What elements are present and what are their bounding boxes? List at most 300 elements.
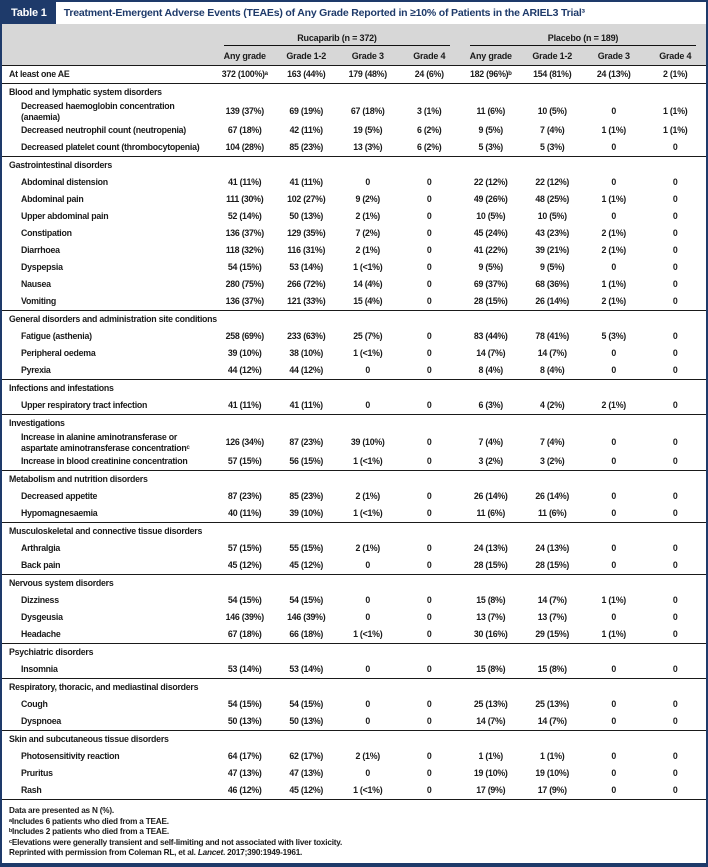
value-cell: 1 (<1%)	[353, 348, 383, 359]
row-label: Dizziness	[21, 595, 59, 606]
value-cell: 0	[426, 456, 432, 467]
column-header-rucaparib-grade-3: Grade 3	[351, 50, 384, 61]
value-cell: 4 (2%)	[540, 400, 565, 411]
value-cell: 67 (18%)	[227, 125, 262, 136]
value-cell: 56 (15%)	[289, 456, 324, 467]
table-row	[2, 453, 706, 470]
table-row	[2, 66, 706, 83]
column-group-placebo: Placebo (n = 189)	[470, 26, 696, 46]
table-row	[2, 661, 706, 678]
row-label: Abdominal pain	[21, 194, 84, 205]
value-cell: 0	[672, 560, 678, 571]
value-cell: 1 (1%)	[663, 106, 688, 117]
value-cell: 2 (1%)	[355, 245, 380, 256]
value-cell: 0	[426, 348, 432, 359]
column-header-rucaparib-any-grade: Any grade	[223, 50, 266, 61]
table-section	[2, 731, 706, 800]
column-group-rucaparib: Rucaparib (n = 372)	[224, 26, 450, 46]
value-cell: 0	[611, 491, 617, 502]
value-cell: 11 (6%)	[476, 508, 506, 519]
section-header-label: Respiratory, thoracic, and mediastinal disorders	[9, 682, 199, 693]
value-cell: 6 (2%)	[417, 142, 442, 153]
value-cell: 0	[672, 595, 678, 606]
value-cell: 116 (31%)	[287, 245, 326, 256]
value-cell: 0	[672, 699, 678, 710]
value-cell: 55 (15%)	[289, 543, 324, 554]
value-cell: 68 (36%)	[535, 279, 570, 290]
value-cell: 102 (27%)	[287, 194, 326, 205]
value-cell: 154 (81%)	[533, 69, 572, 80]
value-cell: 47 (13%)	[227, 768, 262, 779]
column-subheader-row	[2, 46, 706, 65]
value-cell: 85 (23%)	[289, 142, 324, 153]
value-cell: 15 (8%)	[476, 664, 506, 675]
page-title: Treatment-Emergent Adverse Events (TEAEs) of Any Grade Reported in ≥10% of Patients in the ARIEL3 Trial³	[63, 7, 585, 19]
column-header	[2, 24, 706, 66]
value-cell: 24 (13%)	[535, 543, 570, 554]
footnote: Data are presented as N (%).	[9, 806, 114, 816]
value-cell: 0	[426, 508, 432, 519]
section-header-label: Nervous system disorders	[9, 578, 114, 589]
value-cell: 44 (12%)	[227, 365, 262, 376]
value-cell: 66 (18%)	[289, 629, 324, 640]
value-cell: 0	[611, 768, 617, 779]
value-cell: 0	[365, 365, 371, 376]
section-header-row	[2, 731, 706, 748]
row-label: Photosensitivity reaction	[21, 751, 120, 762]
value-cell: 0	[426, 716, 432, 727]
value-cell: 1 (1%)	[601, 125, 626, 136]
value-cell: 41 (11%)	[289, 400, 323, 411]
column-header-rucaparib-grade-1-2: Grade 1-2	[286, 50, 327, 61]
value-cell: 0	[365, 664, 371, 675]
table-row	[2, 208, 706, 225]
value-cell: 39 (10%)	[227, 348, 262, 359]
value-cell: 136 (37%)	[225, 296, 264, 307]
value-cell: 50 (13%)	[289, 716, 324, 727]
value-cell: 28 (15%)	[473, 560, 508, 571]
table-body	[2, 66, 706, 803]
value-cell: 28 (15%)	[473, 296, 508, 307]
value-cell: 1 (<1%)	[353, 629, 383, 640]
value-cell: 25 (7%)	[353, 331, 383, 342]
table-section	[2, 84, 706, 157]
value-cell: 10 (5%)	[537, 106, 567, 117]
value-cell: 0	[672, 245, 678, 256]
value-cell: 48 (25%)	[535, 194, 570, 205]
value-cell: 29 (15%)	[535, 629, 570, 640]
row-label: Headache	[21, 629, 61, 640]
row-label: Pruritus	[21, 768, 53, 779]
section-header-label: Musculoskeletal and connective tissue disorders	[9, 526, 203, 537]
footnotes	[2, 803, 706, 863]
section-header-label: Metabolism and nutrition disorders	[9, 474, 148, 485]
value-cell: 0	[672, 296, 678, 307]
value-cell: 0	[426, 699, 432, 710]
row-label: Peripheral oedema	[21, 348, 96, 359]
value-cell: 0	[672, 348, 678, 359]
value-cell: 9 (2%)	[355, 194, 380, 205]
row-label: Decreased appetite	[21, 491, 98, 502]
value-cell: 0	[426, 279, 432, 290]
row-label: Dyspnoea	[21, 716, 62, 727]
section-header-row	[2, 311, 706, 328]
table-section	[2, 66, 706, 84]
section-header-label: Skin and subcutaneous tissue disorders	[9, 734, 169, 745]
value-cell: 45 (24%)	[473, 228, 508, 239]
section-header-row	[2, 380, 706, 397]
row-label: Nausea	[21, 279, 51, 290]
value-cell: 2 (1%)	[355, 543, 380, 554]
value-cell: 0	[426, 543, 432, 554]
value-cell: 0	[672, 785, 678, 796]
value-cell: 0	[426, 437, 432, 448]
value-cell: 25 (13%)	[535, 699, 570, 710]
value-cell: 1 (1%)	[540, 751, 565, 762]
value-cell: 45 (12%)	[289, 785, 324, 796]
value-cell: 39 (21%)	[535, 245, 570, 256]
value-cell: 129 (35%)	[287, 228, 326, 239]
row-label: Dysgeusia	[21, 612, 63, 623]
value-cell: 67 (18%)	[350, 106, 385, 117]
value-cell: 0	[365, 400, 371, 411]
value-cell: 0	[365, 699, 371, 710]
value-cell: 17 (9%)	[537, 785, 567, 796]
value-cell: 44 (12%)	[289, 365, 324, 376]
value-cell: 0	[672, 194, 678, 205]
value-cell: 2 (1%)	[601, 296, 626, 307]
row-label: Abdominal distension	[21, 177, 108, 188]
value-cell: 69 (19%)	[289, 106, 324, 117]
value-cell: 0	[672, 456, 678, 467]
value-cell: 0	[426, 785, 432, 796]
value-cell: 24 (13%)	[596, 69, 631, 80]
value-cell: 0	[426, 177, 432, 188]
value-cell: 83 (44%)	[473, 331, 508, 342]
value-cell: 41 (11%)	[228, 177, 262, 188]
value-cell: 121 (33%)	[287, 296, 326, 307]
footnote: ᵃIncludes 6 patients who died from a TEAE.	[9, 816, 169, 826]
table-row	[2, 765, 706, 782]
value-cell: 0	[672, 331, 678, 342]
table-number-label: Table 1	[2, 2, 56, 24]
value-cell: 0	[426, 400, 432, 411]
value-cell: 54 (15%)	[289, 595, 324, 606]
row-label: Upper abdominal pain	[21, 211, 109, 222]
value-cell: 0	[426, 629, 432, 640]
value-cell: 7 (4%)	[540, 437, 565, 448]
value-cell: 13 (3%)	[353, 142, 383, 153]
value-cell: 85 (23%)	[289, 491, 324, 502]
footnote: ᵇIncludes 2 patients who died from a TEAE.	[9, 827, 169, 837]
value-cell: 26 (14%)	[535, 296, 570, 307]
value-cell: 41 (11%)	[228, 400, 262, 411]
value-cell: 0	[426, 365, 432, 376]
value-cell: 1 (1%)	[663, 125, 688, 136]
table-row	[2, 505, 706, 522]
value-cell: 1 (<1%)	[353, 785, 383, 796]
table-section	[2, 523, 706, 575]
value-cell: 0	[426, 194, 432, 205]
value-cell: 179 (48%)	[348, 69, 387, 80]
value-cell: 372 (100%)ᵃ	[221, 69, 268, 80]
value-cell: 2 (1%)	[663, 69, 688, 80]
column-header-placebo-any-grade: Any grade	[469, 50, 512, 61]
section-header-row	[2, 471, 706, 488]
value-cell: 1 (<1%)	[353, 508, 383, 519]
value-cell: 0	[611, 262, 617, 273]
value-cell: 11 (6%)	[537, 508, 567, 519]
value-cell: 26 (14%)	[473, 491, 508, 502]
value-cell: 0	[426, 612, 432, 623]
value-cell: 0	[611, 142, 617, 153]
value-cell: 14 (7%)	[537, 348, 567, 359]
value-cell: 0	[672, 768, 678, 779]
value-cell: 280 (75%)	[225, 279, 264, 290]
value-cell: 0	[365, 768, 371, 779]
row-label: Decreased neutrophil count (neutropenia)	[21, 125, 186, 136]
section-header-label: General disorders and administration site conditions	[9, 314, 217, 325]
value-cell: 53 (14%)	[289, 262, 324, 273]
value-cell: 0	[426, 331, 432, 342]
table-row	[2, 540, 706, 557]
column-group-row	[2, 26, 706, 46]
row-label: Rash	[21, 785, 42, 796]
value-cell: 39 (10%)	[350, 437, 385, 448]
value-cell: 0	[672, 400, 678, 411]
column-header-rucaparib-grade-4: Grade 4	[413, 50, 446, 61]
table-row	[2, 293, 706, 310]
value-cell: 0	[611, 106, 617, 117]
value-cell: 26 (14%)	[535, 491, 570, 502]
table-section	[2, 380, 706, 415]
table-row	[2, 242, 706, 259]
value-cell: 28 (15%)	[535, 560, 570, 571]
row-label: Dyspepsia	[21, 262, 63, 273]
value-cell: 24 (13%)	[473, 543, 508, 554]
title-bar	[2, 2, 706, 24]
value-cell: 14 (7%)	[476, 716, 506, 727]
row-label: Decreased haemoglobin concentration (anaemia)	[21, 101, 175, 122]
value-cell: 0	[365, 595, 371, 606]
value-cell: 54 (15%)	[227, 262, 262, 273]
value-cell: 10 (5%)	[476, 211, 506, 222]
value-cell: 67 (18%)	[227, 629, 262, 640]
section-header-row	[2, 157, 706, 174]
row-label: Increase in blood creatinine concentration	[21, 456, 188, 467]
section-header-label: Infections and infestations	[9, 383, 114, 394]
value-cell: 0	[672, 365, 678, 376]
row-label: Upper respiratory tract infection	[21, 400, 148, 411]
value-cell: 9 (5%)	[478, 262, 503, 273]
value-cell: 14 (7%)	[476, 348, 506, 359]
value-cell: 87 (23%)	[227, 491, 262, 502]
value-cell: 1 (1%)	[601, 279, 626, 290]
value-cell: 0	[426, 491, 432, 502]
row-label: Vomiting	[21, 296, 56, 307]
value-cell: 17 (9%)	[476, 785, 506, 796]
row-label: Hypomagnesaemia	[21, 508, 98, 519]
table-section	[2, 575, 706, 644]
value-cell: 14 (4%)	[353, 279, 383, 290]
table-row	[2, 557, 706, 574]
section-header-row	[2, 84, 706, 101]
value-cell: 146 (39%)	[287, 612, 326, 623]
value-cell: 22 (12%)	[535, 177, 570, 188]
value-cell: 0	[672, 664, 678, 675]
value-cell: 2 (1%)	[355, 751, 380, 762]
value-cell: 0	[611, 211, 617, 222]
value-cell: 5 (3%)	[540, 142, 565, 153]
value-cell: 0	[672, 491, 678, 502]
table-row	[2, 488, 706, 505]
value-cell: 0	[611, 508, 617, 519]
value-cell: 9 (5%)	[478, 125, 503, 136]
value-cell: 0	[611, 699, 617, 710]
table-row	[2, 432, 706, 453]
value-cell: 38 (10%)	[289, 348, 324, 359]
value-cell: 13 (7%)	[476, 612, 506, 623]
table-row	[2, 259, 706, 276]
value-cell: 0	[611, 785, 617, 796]
value-cell: 14 (7%)	[537, 716, 567, 727]
value-cell: 3 (2%)	[540, 456, 565, 467]
value-cell: 7 (4%)	[540, 125, 565, 136]
value-cell: 2 (1%)	[355, 211, 380, 222]
value-cell: 54 (15%)	[289, 699, 324, 710]
footnote: ᶜElevations were generally transient and self-limiting and not associated with liver toxicity.	[9, 837, 343, 847]
value-cell: 0	[672, 716, 678, 727]
label-column-spacer	[2, 46, 214, 65]
table-row	[2, 362, 706, 379]
value-cell: 0	[611, 560, 617, 571]
value-cell: 5 (3%)	[601, 331, 626, 342]
row-label: Diarrhoea	[21, 245, 60, 256]
value-cell: 0	[426, 262, 432, 273]
value-cell: 136 (37%)	[225, 228, 264, 239]
table-row	[2, 609, 706, 626]
value-cell: 2 (1%)	[355, 491, 380, 502]
value-cell: 43 (23%)	[535, 228, 570, 239]
value-cell: 0	[611, 612, 617, 623]
value-cell: 0	[365, 612, 371, 623]
section-header-row	[2, 415, 706, 432]
value-cell: 11 (6%)	[476, 106, 506, 117]
value-cell: 0	[426, 751, 432, 762]
value-cell: 233 (63%)	[287, 331, 326, 342]
value-cell: 0	[672, 177, 678, 188]
table-section	[2, 311, 706, 380]
table-row	[2, 139, 706, 156]
value-cell: 0	[611, 664, 617, 675]
table-row	[2, 592, 706, 609]
value-cell: 53 (14%)	[289, 664, 324, 675]
value-cell: 126 (34%)	[225, 437, 264, 448]
value-cell: 0	[672, 437, 678, 448]
value-cell: 69 (37%)	[473, 279, 508, 290]
value-cell: 1 (<1%)	[353, 262, 383, 273]
value-cell: 54 (15%)	[227, 595, 262, 606]
value-cell: 57 (15%)	[227, 543, 262, 554]
value-cell: 45 (12%)	[289, 560, 324, 571]
value-cell: 40 (11%)	[228, 508, 262, 519]
row-label: Arthralgia	[21, 543, 61, 554]
value-cell: 78 (41%)	[535, 331, 570, 342]
value-cell: 0	[611, 365, 617, 376]
value-cell: 163 (44%)	[287, 69, 326, 80]
table-section	[2, 644, 706, 679]
section-header-label: Blood and lymphatic system disorders	[9, 87, 162, 98]
value-cell: 46 (12%)	[227, 785, 262, 796]
value-cell: 0	[672, 508, 678, 519]
row-label: At least one AE	[9, 69, 70, 80]
table-row	[2, 713, 706, 730]
value-cell: 8 (4%)	[540, 365, 565, 376]
value-cell: 24 (6%)	[414, 69, 444, 80]
value-cell: 266 (72%)	[287, 279, 326, 290]
value-cell: 0	[672, 211, 678, 222]
value-cell: 3 (2%)	[478, 456, 503, 467]
label-column-spacer	[2, 26, 214, 46]
column-header-placebo-grade-4: Grade 4	[659, 50, 692, 61]
value-cell: 3 (1%)	[417, 106, 442, 117]
value-cell: 0	[672, 262, 678, 273]
row-label: Cough	[21, 699, 48, 710]
value-cell: 0	[426, 228, 432, 239]
footnote: Reprinted with permission from Coleman RL, et al. Lancet. 2017;390:1949-1961.	[9, 848, 303, 858]
table-row	[2, 782, 706, 799]
row-label: Pyrexia	[21, 365, 51, 376]
table-row	[2, 174, 706, 191]
value-cell: 0	[611, 348, 617, 359]
value-cell: 0	[426, 560, 432, 571]
value-cell: 1 (1%)	[601, 194, 626, 205]
row-label: Decreased platelet count (thrombocytopenia)	[21, 142, 200, 153]
value-cell: 10 (5%)	[537, 211, 567, 222]
value-cell: 53 (14%)	[227, 664, 262, 675]
value-cell: 52 (14%)	[227, 211, 262, 222]
value-cell: 1 (1%)	[478, 751, 503, 762]
section-header-row	[2, 523, 706, 540]
value-cell: 9 (5%)	[540, 262, 565, 273]
value-cell: 0	[426, 768, 432, 779]
value-cell: 2 (1%)	[601, 245, 626, 256]
value-cell: 57 (15%)	[227, 456, 262, 467]
value-cell: 13 (7%)	[537, 612, 567, 623]
section-header-label: Gastrointestinal disorders	[9, 160, 113, 171]
section-header-label: Investigations	[9, 418, 65, 429]
row-label: Fatigue (asthenia)	[21, 331, 92, 342]
value-cell: 15 (8%)	[476, 595, 506, 606]
table-section	[2, 415, 706, 471]
value-cell: 118 (32%)	[225, 245, 264, 256]
section-header-row	[2, 575, 706, 592]
table-row	[2, 225, 706, 242]
value-cell: 14 (7%)	[537, 595, 567, 606]
value-cell: 0	[672, 629, 678, 640]
value-cell: 6 (3%)	[478, 400, 503, 411]
value-cell: 0	[426, 664, 432, 675]
value-cell: 0	[611, 437, 617, 448]
value-cell: 104 (28%)	[225, 142, 264, 153]
value-cell: 54 (15%)	[227, 699, 262, 710]
value-cell: 0	[611, 543, 617, 554]
value-cell: 0	[426, 211, 432, 222]
value-cell: 7 (2%)	[355, 228, 380, 239]
value-cell: 41 (22%)	[473, 245, 508, 256]
value-cell: 0	[611, 716, 617, 727]
value-cell: 41 (11%)	[289, 177, 323, 188]
